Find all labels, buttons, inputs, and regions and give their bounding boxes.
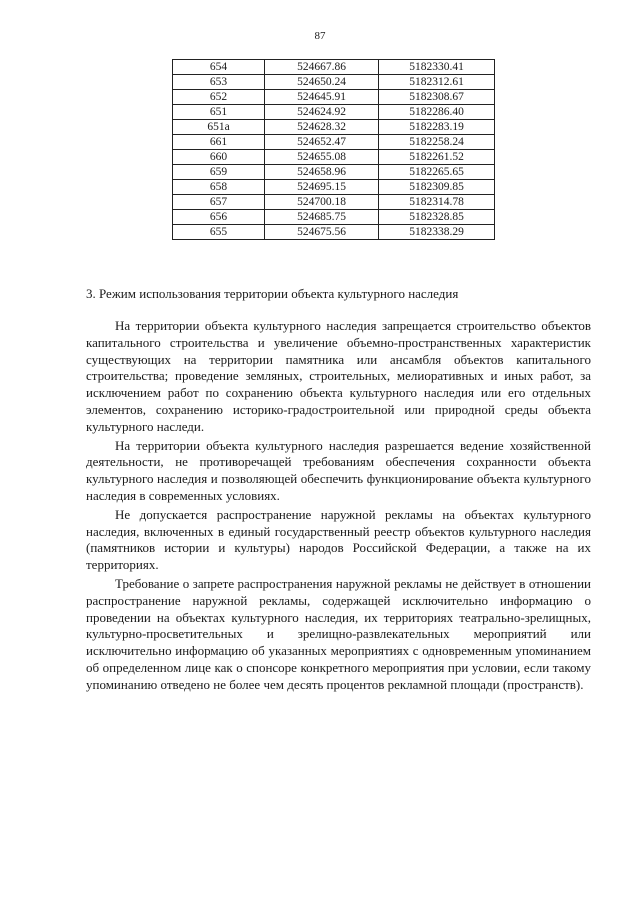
- point-number-cell: 655: [173, 225, 265, 240]
- coordinates-table: [172, 59, 495, 240]
- y-coordinate-cell: 5182261.52: [379, 150, 495, 165]
- point-number-cell: 658: [173, 180, 265, 195]
- table-row: [173, 60, 495, 75]
- paragraph-advertising-ban: Не допускается распространение наружной рекламы на объектах культурного наследия, включенных в единый государственный реестр объектов культурного наследия (памятников истории и культуры) народов Российской Федерации, а также на их территориях.: [86, 506, 591, 573]
- paragraph-prohibitions: На территории объекта культурного наследия запрещается строительство объектов капитального строительства и увеличение объемно-пространственных характеристик существующих на территории памятника или ансамбля объектов капитального строительства; проведение земляных, строительных, мелиоративных и иных работ, за исключением работ по сохранению объекта культурного наследия или его отдельных элементов, сохранению историко-градостроительной или природной среды объекта культурного наследи.: [86, 318, 591, 434]
- page-number: 87: [314, 30, 326, 42]
- table-row: [173, 150, 495, 165]
- table-row: [173, 180, 495, 195]
- point-number-cell: 656: [173, 210, 265, 225]
- x-coordinate-cell: 524645.91: [265, 90, 379, 105]
- table-row: [173, 195, 495, 210]
- point-number-cell: 660: [173, 150, 265, 165]
- y-coordinate-cell: 5182308.67: [379, 90, 495, 105]
- y-coordinate-cell: 5182283.19: [379, 120, 495, 135]
- table-row: [173, 225, 495, 240]
- point-number-cell: 651а: [173, 120, 265, 135]
- point-number-cell: 661: [173, 135, 265, 150]
- table-row: [173, 120, 495, 135]
- x-coordinate-cell: 524658.96: [265, 165, 379, 180]
- x-coordinate-cell: 524695.15: [265, 180, 379, 195]
- section-heading: 3. Режим использования территории объекта культурного наследия: [86, 286, 459, 301]
- y-coordinate-cell: 5182328.85: [379, 210, 495, 225]
- point-number-cell: 659: [173, 165, 265, 180]
- point-number-cell: 652: [173, 90, 265, 105]
- table-row: [173, 135, 495, 150]
- section-body: [86, 318, 591, 696]
- table-row: [173, 105, 495, 120]
- table-row: [173, 165, 495, 180]
- y-coordinate-cell: 5182330.41: [379, 60, 495, 75]
- table-row: [173, 90, 495, 105]
- x-coordinate-cell: 524655.08: [265, 150, 379, 165]
- y-coordinate-cell: 5182338.29: [379, 225, 495, 240]
- x-coordinate-cell: 524652.47: [265, 135, 379, 150]
- x-coordinate-cell: 524675.56: [265, 225, 379, 240]
- point-number-cell: 654: [173, 60, 265, 75]
- y-coordinate-cell: 5182309.85: [379, 180, 495, 195]
- point-number-cell: 651: [173, 105, 265, 120]
- y-coordinate-cell: 5182265.65: [379, 165, 495, 180]
- table-row: [173, 75, 495, 90]
- point-number-cell: 653: [173, 75, 265, 90]
- paragraph-permitted-activity: На территории объекта культурного наследия разрешается ведение хозяйственной деятельности, не противоречащей требованиям обеспечения сохранности объекта культурного наследия и позволяющей обеспечить функционирование объекта культурного наследия в современных условиях.: [86, 437, 591, 503]
- y-coordinate-cell: 5182314.78: [379, 195, 495, 210]
- table-row: [173, 210, 495, 225]
- x-coordinate-cell: 524700.18: [265, 195, 379, 210]
- x-coordinate-cell: 524628.32: [265, 120, 379, 135]
- x-coordinate-cell: 524624.92: [265, 105, 379, 120]
- x-coordinate-cell: 524667.86: [265, 60, 379, 75]
- y-coordinate-cell: 5182258.24: [379, 135, 495, 150]
- paragraph-advertising-exception: Требование о запрете распространения наружной рекламы не действует в отношении распространение наружной рекламы, содержащей исключительно информацию о проведении на объектах культурного наследия, их территориях театрально-зрелищных, культурно-просветительных и зрелищно-развлекательных мероприятий или исключительно информацию об указанных мероприятиях с одновременным упоминанием об определенном лице как о спонсоре конкретного мероприятия при условии, если такому упоминанию отведено не более чем десять процентов рекламной площади (пространств).: [86, 575, 591, 692]
- y-coordinate-cell: 5182312.61: [379, 75, 495, 90]
- coordinates-table-body: [173, 60, 495, 240]
- y-coordinate-cell: 5182286.40: [379, 105, 495, 120]
- x-coordinate-cell: 524650.24: [265, 75, 379, 90]
- point-number-cell: 657: [173, 195, 265, 210]
- x-coordinate-cell: 524685.75: [265, 210, 379, 225]
